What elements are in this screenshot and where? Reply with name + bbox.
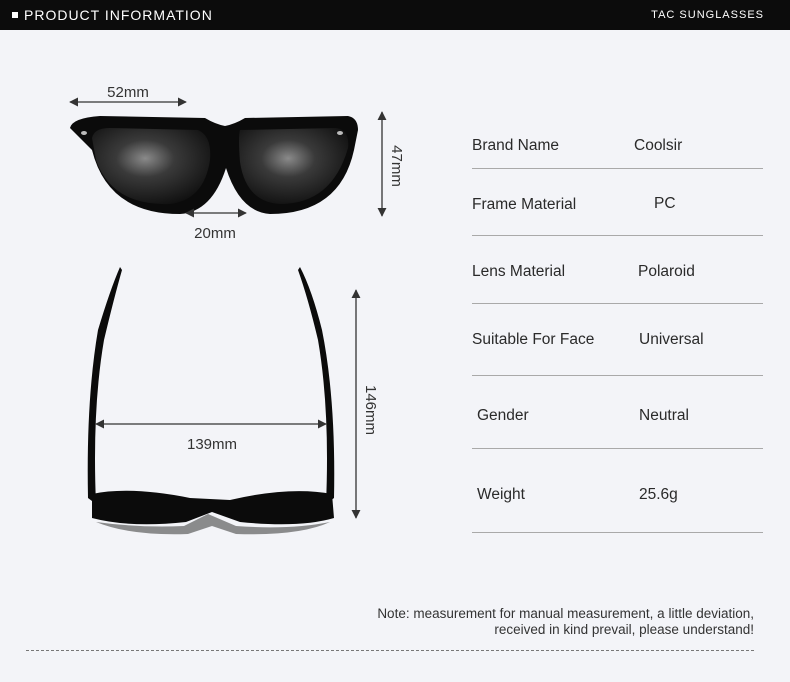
spec-row-frame-material — [472, 169, 763, 236]
dashed-divider — [26, 650, 754, 651]
spec-row-weight — [472, 449, 763, 533]
note-line-1: Note: measurement for manual measurement, a little deviation, — [377, 606, 754, 621]
note-line-2: received in kind prevail, please understand! — [494, 622, 754, 637]
spec-label: Lens Material — [472, 263, 566, 280]
spec-label: Weight — [477, 486, 525, 503]
frame-width-label: 139mm — [186, 436, 238, 453]
spec-value: Coolsir — [634, 137, 683, 154]
spec-row-brand — [472, 102, 763, 169]
spec-row-gender — [472, 376, 763, 449]
spec-value: PC — [654, 195, 676, 212]
measurement-note — [377, 606, 754, 638]
spec-label: Suitable For Face — [472, 331, 595, 348]
lens-width-label: 52mm — [107, 84, 149, 101]
top-view-glasses — [88, 267, 335, 534]
spec-row-lens-material — [472, 236, 763, 304]
spec-table — [472, 102, 763, 533]
lens-height-label: 47mm — [388, 145, 405, 187]
spec-row-face — [472, 304, 763, 376]
temple-length-label: 146mm — [362, 384, 379, 436]
bridge-label: 20mm — [194, 225, 236, 242]
section-title: PRODUCT INFORMATION — [24, 7, 213, 23]
front-view-glasses — [70, 116, 358, 214]
spec-label: Frame Material — [472, 196, 577, 213]
brand-label: TAC SUNGLASSES — [651, 9, 764, 21]
spec-value: Polaroid — [638, 263, 695, 280]
spec-label: Brand Name — [472, 137, 560, 154]
spec-value: Universal — [639, 331, 704, 348]
spec-value: 25.6g — [639, 486, 678, 503]
spec-value: Neutral — [639, 407, 689, 424]
spec-label: Gender — [477, 407, 529, 424]
